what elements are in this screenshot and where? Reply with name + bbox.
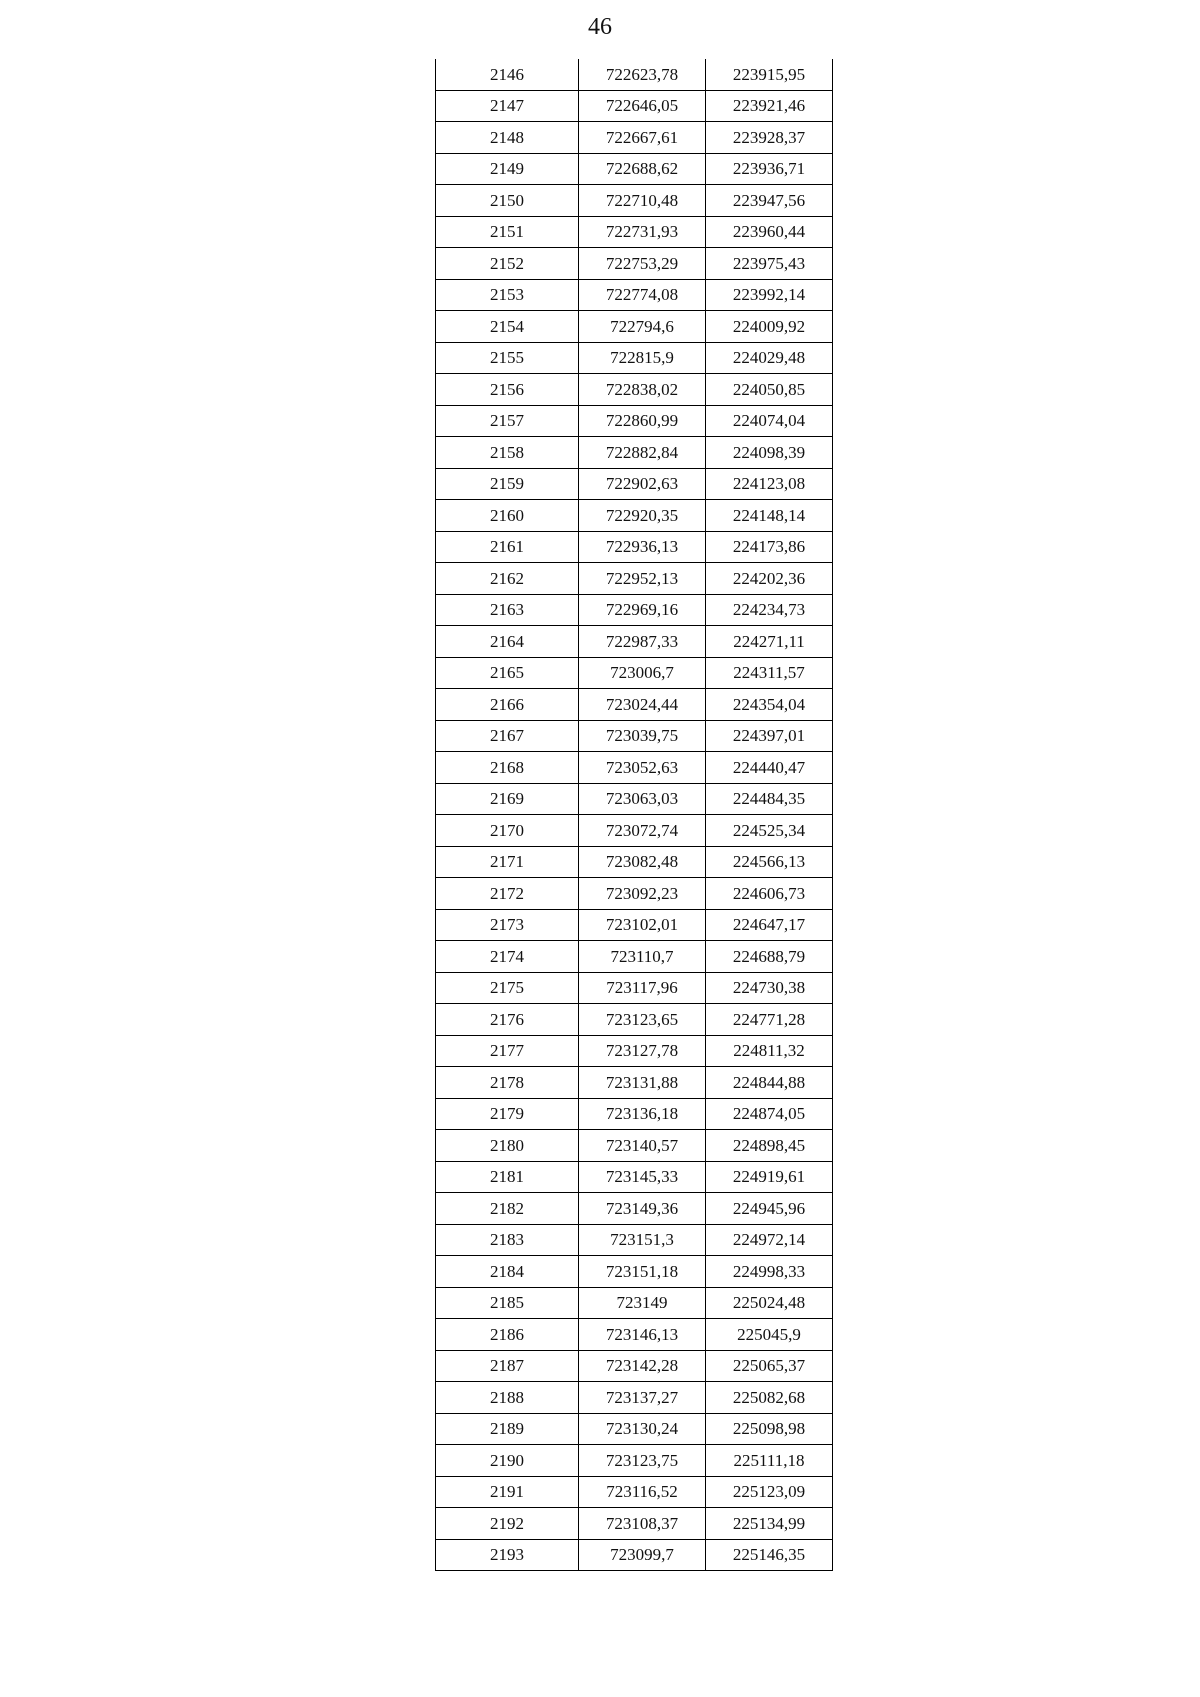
table-row: [436, 531, 833, 563]
point-number-cell: 2158: [436, 437, 579, 469]
x-coordinate-cell: 722838,02: [579, 374, 706, 406]
x-coordinate-cell: 723006,7: [579, 657, 706, 689]
y-coordinate-cell: 224440,47: [706, 752, 833, 784]
y-coordinate-cell: 224354,04: [706, 689, 833, 721]
x-coordinate-cell: 722882,84: [579, 437, 706, 469]
point-number-cell: 2160: [436, 500, 579, 532]
y-coordinate-cell: 224234,73: [706, 594, 833, 626]
point-number-cell: 2192: [436, 1508, 579, 1540]
table-row: [436, 878, 833, 910]
table-row: [436, 626, 833, 658]
point-number-cell: 2176: [436, 1004, 579, 1036]
y-coordinate-cell: 225024,48: [706, 1287, 833, 1319]
x-coordinate-cell: 723136,18: [579, 1098, 706, 1130]
x-coordinate-cell: 722688,62: [579, 153, 706, 185]
y-coordinate-cell: 224606,73: [706, 878, 833, 910]
y-coordinate-cell: 225111,18: [706, 1445, 833, 1477]
point-number-cell: 2187: [436, 1350, 579, 1382]
point-number-cell: 2193: [436, 1539, 579, 1571]
table-row: [436, 1004, 833, 1036]
point-number-cell: 2149: [436, 153, 579, 185]
point-number-cell: 2172: [436, 878, 579, 910]
coordinates-table-body: [436, 59, 833, 1571]
table-row: [436, 279, 833, 311]
y-coordinate-cell: 223915,95: [706, 59, 833, 90]
x-coordinate-cell: 723123,65: [579, 1004, 706, 1036]
y-coordinate-cell: 224898,45: [706, 1130, 833, 1162]
y-coordinate-cell: 225098,98: [706, 1413, 833, 1445]
x-coordinate-cell: 722710,48: [579, 185, 706, 217]
table-row: [436, 405, 833, 437]
point-number-cell: 2191: [436, 1476, 579, 1508]
y-coordinate-cell: 224029,48: [706, 342, 833, 374]
x-coordinate-cell: 723137,27: [579, 1382, 706, 1414]
point-number-cell: 2148: [436, 122, 579, 154]
y-coordinate-cell: 225146,35: [706, 1539, 833, 1571]
point-number-cell: 2153: [436, 279, 579, 311]
y-coordinate-cell: 224688,79: [706, 941, 833, 973]
x-coordinate-cell: 723149: [579, 1287, 706, 1319]
point-number-cell: 2182: [436, 1193, 579, 1225]
point-number-cell: 2188: [436, 1382, 579, 1414]
y-coordinate-cell: 224998,33: [706, 1256, 833, 1288]
y-coordinate-cell: 224098,39: [706, 437, 833, 469]
table-row: [436, 1445, 833, 1477]
table-row: [436, 500, 833, 532]
y-coordinate-cell: 225134,99: [706, 1508, 833, 1540]
y-coordinate-cell: 225045,9: [706, 1319, 833, 1351]
y-coordinate-cell: 225065,37: [706, 1350, 833, 1382]
x-coordinate-cell: 722920,35: [579, 500, 706, 532]
y-coordinate-cell: 224919,61: [706, 1161, 833, 1193]
table-row: [436, 216, 833, 248]
x-coordinate-cell: 723092,23: [579, 878, 706, 910]
point-number-cell: 2159: [436, 468, 579, 500]
table-row: [436, 1098, 833, 1130]
coordinates-table: [435, 59, 833, 1571]
point-number-cell: 2154: [436, 311, 579, 343]
point-number-cell: 2157: [436, 405, 579, 437]
table-row: [436, 437, 833, 469]
point-number-cell: 2155: [436, 342, 579, 374]
table-row: [436, 1539, 833, 1571]
y-coordinate-cell: 223960,44: [706, 216, 833, 248]
table-row: [436, 941, 833, 973]
x-coordinate-cell: 723145,33: [579, 1161, 706, 1193]
table-row: [436, 90, 833, 122]
point-number-cell: 2177: [436, 1035, 579, 1067]
x-coordinate-cell: 723131,88: [579, 1067, 706, 1099]
y-coordinate-cell: 224771,28: [706, 1004, 833, 1036]
y-coordinate-cell: 224148,14: [706, 500, 833, 532]
x-coordinate-cell: 723140,57: [579, 1130, 706, 1162]
point-number-cell: 2171: [436, 846, 579, 878]
x-coordinate-cell: 723123,75: [579, 1445, 706, 1477]
y-coordinate-cell: 224074,04: [706, 405, 833, 437]
x-coordinate-cell: 723116,52: [579, 1476, 706, 1508]
x-coordinate-cell: 723130,24: [579, 1413, 706, 1445]
point-number-cell: 2178: [436, 1067, 579, 1099]
x-coordinate-cell: 723108,37: [579, 1508, 706, 1540]
table-row: [436, 1287, 833, 1319]
y-coordinate-cell: 224050,85: [706, 374, 833, 406]
table-row: [436, 468, 833, 500]
table-row: [436, 1382, 833, 1414]
point-number-cell: 2164: [436, 626, 579, 658]
table-row: [436, 1067, 833, 1099]
x-coordinate-cell: 722902,63: [579, 468, 706, 500]
x-coordinate-cell: 722774,08: [579, 279, 706, 311]
point-number-cell: 2189: [436, 1413, 579, 1445]
y-coordinate-cell: 224123,08: [706, 468, 833, 500]
y-coordinate-cell: 223992,14: [706, 279, 833, 311]
point-number-cell: 2169: [436, 783, 579, 815]
page-number: 46: [588, 14, 612, 40]
x-coordinate-cell: 722646,05: [579, 90, 706, 122]
x-coordinate-cell: 723063,03: [579, 783, 706, 815]
x-coordinate-cell: 723039,75: [579, 720, 706, 752]
point-number-cell: 2190: [436, 1445, 579, 1477]
table-row: [436, 1193, 833, 1225]
x-coordinate-cell: 723099,7: [579, 1539, 706, 1571]
table-row: [436, 909, 833, 941]
point-number-cell: 2181: [436, 1161, 579, 1193]
table-row: [436, 374, 833, 406]
y-coordinate-cell: 224730,38: [706, 972, 833, 1004]
point-number-cell: 2174: [436, 941, 579, 973]
x-coordinate-cell: 722952,13: [579, 563, 706, 595]
y-coordinate-cell: 224484,35: [706, 783, 833, 815]
y-coordinate-cell: 224009,92: [706, 311, 833, 343]
point-number-cell: 2151: [436, 216, 579, 248]
y-coordinate-cell: 223947,56: [706, 185, 833, 217]
y-coordinate-cell: 223975,43: [706, 248, 833, 280]
table-row: [436, 1350, 833, 1382]
x-coordinate-cell: 723072,74: [579, 815, 706, 847]
point-number-cell: 2180: [436, 1130, 579, 1162]
x-coordinate-cell: 722667,61: [579, 122, 706, 154]
x-coordinate-cell: 722969,16: [579, 594, 706, 626]
point-number-cell: 2161: [436, 531, 579, 563]
point-number-cell: 2147: [436, 90, 579, 122]
point-number-cell: 2166: [436, 689, 579, 721]
table-row: [436, 846, 833, 878]
x-coordinate-cell: 723149,36: [579, 1193, 706, 1225]
table-row: [436, 1035, 833, 1067]
y-coordinate-cell: 224202,36: [706, 563, 833, 595]
table-row: [436, 1476, 833, 1508]
y-coordinate-cell: 224972,14: [706, 1224, 833, 1256]
x-coordinate-cell: 723102,01: [579, 909, 706, 941]
x-coordinate-cell: 723127,78: [579, 1035, 706, 1067]
table-row: [436, 311, 833, 343]
table-row: [436, 59, 833, 90]
y-coordinate-cell: 225123,09: [706, 1476, 833, 1508]
x-coordinate-cell: 723110,7: [579, 941, 706, 973]
table-row: [436, 815, 833, 847]
table-row: [436, 594, 833, 626]
y-coordinate-cell: 224811,32: [706, 1035, 833, 1067]
table-row: [436, 1161, 833, 1193]
table-row: [436, 1319, 833, 1351]
point-number-cell: 2162: [436, 563, 579, 595]
x-coordinate-cell: 723142,28: [579, 1350, 706, 1382]
point-number-cell: 2186: [436, 1319, 579, 1351]
point-number-cell: 2184: [436, 1256, 579, 1288]
table-row: [436, 185, 833, 217]
y-coordinate-cell: 224647,17: [706, 909, 833, 941]
y-coordinate-cell: 224525,34: [706, 815, 833, 847]
x-coordinate-cell: 723082,48: [579, 846, 706, 878]
table-row: [436, 248, 833, 280]
table-row: [436, 689, 833, 721]
y-coordinate-cell: 223936,71: [706, 153, 833, 185]
table-row: [436, 1224, 833, 1256]
y-coordinate-cell: 223921,46: [706, 90, 833, 122]
y-coordinate-cell: 224311,57: [706, 657, 833, 689]
x-coordinate-cell: 723052,63: [579, 752, 706, 784]
x-coordinate-cell: 723024,44: [579, 689, 706, 721]
point-number-cell: 2152: [436, 248, 579, 280]
y-coordinate-cell: 224173,86: [706, 531, 833, 563]
table-row: [436, 1130, 833, 1162]
point-number-cell: 2185: [436, 1287, 579, 1319]
point-number-cell: 2165: [436, 657, 579, 689]
table-row: [436, 342, 833, 374]
x-coordinate-cell: 722623,78: [579, 59, 706, 90]
x-coordinate-cell: 722936,13: [579, 531, 706, 563]
y-coordinate-cell: 224844,88: [706, 1067, 833, 1099]
table-row: [436, 1508, 833, 1540]
y-coordinate-cell: 224566,13: [706, 846, 833, 878]
x-coordinate-cell: 722815,9: [579, 342, 706, 374]
table-row: [436, 783, 833, 815]
x-coordinate-cell: 722860,99: [579, 405, 706, 437]
point-number-cell: 2168: [436, 752, 579, 784]
y-coordinate-cell: 224271,11: [706, 626, 833, 658]
table-row: [436, 563, 833, 595]
point-number-cell: 2179: [436, 1098, 579, 1130]
point-number-cell: 2175: [436, 972, 579, 1004]
x-coordinate-cell: 723146,13: [579, 1319, 706, 1351]
point-number-cell: 2170: [436, 815, 579, 847]
table-row: [436, 153, 833, 185]
point-number-cell: 2173: [436, 909, 579, 941]
x-coordinate-cell: 722794,6: [579, 311, 706, 343]
x-coordinate-cell: 722987,33: [579, 626, 706, 658]
point-number-cell: 2156: [436, 374, 579, 406]
x-coordinate-cell: 722753,29: [579, 248, 706, 280]
y-coordinate-cell: 225082,68: [706, 1382, 833, 1414]
x-coordinate-cell: 723151,18: [579, 1256, 706, 1288]
table-row: [436, 1413, 833, 1445]
table-row: [436, 1256, 833, 1288]
table-row: [436, 720, 833, 752]
table-row: [436, 657, 833, 689]
x-coordinate-cell: 722731,93: [579, 216, 706, 248]
x-coordinate-cell: 723117,96: [579, 972, 706, 1004]
y-coordinate-cell: 223928,37: [706, 122, 833, 154]
table-row: [436, 122, 833, 154]
table-row: [436, 752, 833, 784]
table-row: [436, 972, 833, 1004]
y-coordinate-cell: 224874,05: [706, 1098, 833, 1130]
point-number-cell: 2150: [436, 185, 579, 217]
y-coordinate-cell: 224397,01: [706, 720, 833, 752]
y-coordinate-cell: 224945,96: [706, 1193, 833, 1225]
point-number-cell: 2167: [436, 720, 579, 752]
point-number-cell: 2146: [436, 59, 579, 90]
point-number-cell: 2183: [436, 1224, 579, 1256]
point-number-cell: 2163: [436, 594, 579, 626]
x-coordinate-cell: 723151,3: [579, 1224, 706, 1256]
